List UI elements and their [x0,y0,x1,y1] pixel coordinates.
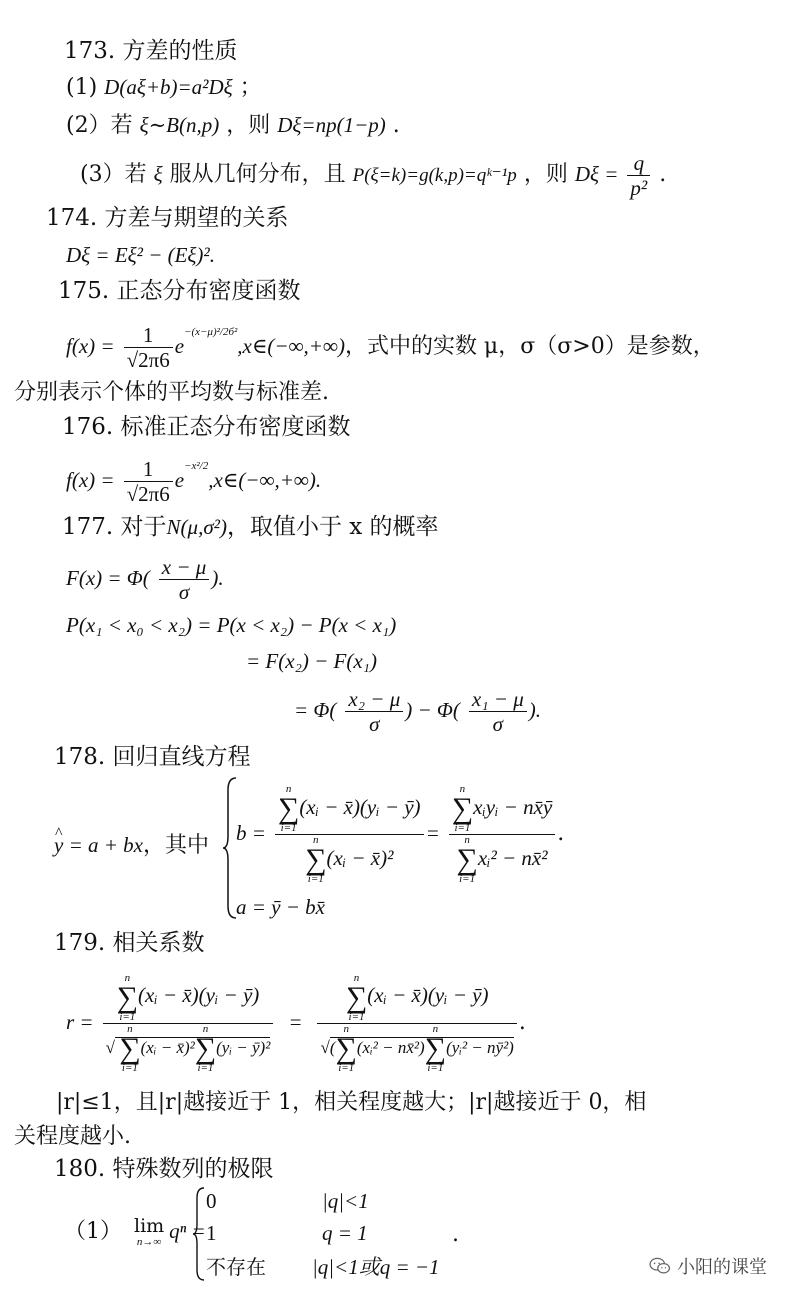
s179-num-1: (xᵢ − x̄)(yᵢ − ȳ) [138,983,260,1008]
fraction-numerator: 1 [124,457,173,482]
sum-lower: i=1 [338,1061,355,1074]
s180-lhs: qⁿ = [169,1219,206,1243]
s173-item-1-label: (1) [66,75,98,100]
s173-item-3-text: 服从几何分布，且 [169,162,346,187]
sum-symbol: n ∑ i=1 [451,782,474,834]
fraction-denominator: σ [369,711,380,736]
s179-note-2: 关程度越小. [14,1124,131,1149]
s177-f-lhs: F(x) = Φ( [66,566,150,590]
section-178-title: 178. 回归直线方程 [54,744,251,770]
sum-symbol: n ∑ i=1 [424,1022,447,1074]
s173-item-3-formula: P(ξ=k)=g(k,p)=qᵏ⁻¹p [352,165,517,186]
s178-b-den-2: xᵢ² − nx̄² [477,845,548,870]
s175-text-2: 分别表示个体的平均数与标准差. [14,380,329,405]
fraction-numerator [449,784,556,835]
s173-item-2-label: (2）若 [66,113,133,138]
s173-item-3-xi: ξ [153,162,163,186]
sum-symbol: n ∑ i=1 [305,833,327,885]
s173-item-2 [66,110,400,141]
s178-b-fraction-1 [275,784,424,885]
s177-p-line-3 [294,682,541,739]
sum-symbol: n ∑ i=1 [345,971,368,1023]
s173-item-3-end: . [659,162,667,187]
section-174-title: 174. 方差与期望的关系 [46,205,289,231]
s180-label: （1） [64,1219,122,1244]
s179-fraction-2 [317,972,516,1073]
s177-p3-fraction-1 [345,687,403,736]
s177-p-line-1: P(x₁ < x₀ < x₂) = P(x < x₂) − P(x < x₁) [66,613,397,637]
s177-title-post: ，取值小于 x 的概率 [226,514,439,540]
s174-formula: Dξ = Eξ² − (Eξ)². [66,243,215,267]
s175-fraction [124,323,173,372]
section-176-title: 176. 标准正态分布密度函数 [62,414,351,440]
s179-den-1a: (xᵢ − x̄)² [140,1037,195,1057]
s175-exponent: −(x−μ)²/2б² [184,326,238,338]
s177-p3-fraction-2 [469,687,527,736]
fraction-numerator: x₂ − μ [345,687,403,712]
s176-exponent: −x²/2 [184,460,209,472]
s176-fraction [124,457,173,506]
sum-upper: n [432,1022,439,1035]
sum-upper: n [285,782,292,795]
s173-item-1 [66,72,262,103]
fraction-denominator [275,835,424,885]
s180-lhs-line [64,1216,206,1248]
wechat-icon [649,1257,671,1275]
s179-den-1b: (yᵢ − ȳ)² [216,1037,271,1057]
s180-case-2-val: 1 [206,1221,217,1245]
s180-case-1-cond: |q|<1 [322,1189,369,1213]
s176-formula-line [66,452,321,509]
section-177-title [62,512,439,542]
s178-b-num-2: xᵢyᵢ − nx̄ȳ [473,794,553,819]
s173-item-3-lhs: Dξ = [574,162,619,186]
s173-item-3 [80,148,666,202]
s177-title-math: N(μ,σ²) [166,515,227,539]
s179-den-2a: (xᵢ² − nx̄²) [356,1037,425,1057]
s177-p3-end: ). [528,698,541,722]
s177-title-pre: 177. 对于 [62,514,167,540]
sum-upper: n [464,833,470,846]
s173-item-2-end: . [392,113,400,138]
sum-upper: n [127,1022,133,1035]
sum-lower: i=1 [454,821,471,834]
sum-symbol: n ∑ i=1 [194,1022,217,1074]
sum-upper: n [313,833,319,846]
sum-lower: i=1 [427,1061,444,1074]
s179-note: |r|≤1，且|r|越接近于 1，相关程度越大；|r|越接近于 0，相 [56,1090,647,1115]
section-175-title: 175. 正态分布密度函数 [58,278,301,304]
lim-word: lim [134,1215,165,1237]
sum-upper: n [353,971,360,984]
s175-domain: ,x∈(−∞,+∞) [237,334,345,358]
s177-cdf-line [66,550,224,607]
sum-lower: i=1 [197,1061,214,1074]
sum-symbol: n ∑ i=1 [456,833,478,885]
s180-case-3-cond: |q|<1或q = −1 [312,1255,440,1279]
sum-symbol: n ∑ i=1 [277,782,300,834]
s177-p3-a: = Φ( [294,698,337,722]
sum-upper: n [343,1022,349,1035]
s173-item-2-cond: ξ∼B(n,p) [139,113,220,137]
lim-sub: n→∞ [136,1236,162,1248]
fraction-denominator: √( n ∑ i=1 (xᵢ² − nx̄²) n ∑ i=1 (yᵢ² − nȳ²) [320,1022,514,1074]
s178-lhs-line [54,830,209,861]
s180-case-1-val: 0 [206,1189,217,1213]
s173-item-2-formula: Dξ=np(1−p) [277,113,386,137]
s173-item-2-mid: ，则 [226,113,271,138]
s175-lhs: f(x) = [66,334,115,358]
fraction-numerator [275,784,424,835]
s179-end: . [518,1010,526,1035]
fraction-denominator: σ [492,711,503,736]
s177-f-end: ). [211,566,224,590]
fraction-numerator: 1 [124,323,173,348]
s180-case-3-val: 不存在 [206,1255,266,1279]
s178-b-num-1: (xᵢ − x̄)(yᵢ − ȳ) [299,794,421,819]
fraction-denominator: p² [630,175,648,200]
s178-b-fraction-2 [449,784,556,885]
s175-formula-line [66,318,715,375]
sum-upper: n [459,782,466,795]
s178-b-den-1: (xᵢ − x̄)² [326,845,394,870]
s175-text: ，式中的实数 μ，σ（σ>0）是参数， [344,334,715,359]
sum-upper: n [124,971,131,984]
sum-symbol: n ∑ i=1 [335,1022,357,1074]
section-179-title: 179. 相关系数 [54,930,205,956]
s180-end: . [452,1222,459,1247]
s178-eq: = [425,821,440,845]
sum-lower: i=1 [121,1061,138,1074]
s176-e: e [174,468,185,492]
fraction-denominator: σ [178,579,190,604]
fraction-numerator [317,972,516,1023]
fraction-numerator: q [627,151,650,176]
s177-p3-mid: ) − Φ( [405,698,460,722]
sum-lower: i=1 [119,1010,136,1023]
s178-a-line: a = ȳ − bx̄ [236,895,325,919]
fraction-numerator [103,972,274,1023]
s178-mid: ，其中 [142,833,209,858]
sum-upper: n [202,1022,209,1035]
fraction-denominator: √ n ∑ i=1 (xᵢ − x̄)² n ∑ i=1 (yᵢ − ȳ)² [105,1022,271,1074]
fraction-numerator: x₁ − μ [469,687,527,712]
section-180-title: 180. 特殊数列的极限 [54,1156,274,1182]
fraction-numerator: x − μ [159,555,210,580]
watermark-text: 小阳的课堂 [677,1257,767,1278]
s179-formula-line [66,964,526,1081]
s176-domain: ,x∈(−∞,+∞). [208,468,322,492]
s178-end: . [557,821,565,846]
s177-p-line-2: = F(x₂) − F(x₁) [246,649,377,673]
s173-item-1-end: ； [239,75,262,100]
fraction-denominator [449,835,556,885]
s179-lhs: r = [66,1010,94,1034]
s180-brace [192,1186,206,1282]
section-173-title: 173. 方差的性质 [64,38,238,64]
fraction-denominator: √2π6 [126,481,170,506]
s179-eq: = [288,1010,303,1034]
s176-lhs: f(x) = [66,468,115,492]
sum-lower: i=1 [307,872,324,885]
s179-fraction-1 [103,972,274,1073]
s180-lim [131,1216,167,1248]
s175-e: e [174,334,185,358]
s177-f-fraction [159,555,210,604]
watermark [649,1253,767,1279]
s173-item-3-mid: ，则 [523,162,568,187]
s173-item-3-label: (3）若 [80,162,147,187]
s178-b-line [236,778,564,889]
s173-item-3-fraction [627,151,650,200]
sum-lower: i=1 [459,872,476,885]
s179-num-2: (xᵢ − x̄)(yᵢ − ȳ) [367,983,489,1008]
fraction-denominator: √2π6 [126,347,170,372]
sum-symbol: n ∑ i=1 [119,1022,141,1074]
s180-case-2-cond: q = 1 [322,1221,368,1245]
sum-lower: i=1 [280,821,297,834]
sum-symbol: n ∑ i=1 [116,971,139,1023]
s173-item-1-formula: D(aξ+b)=a²Dξ [104,75,233,99]
s179-den-2b: (yᵢ² − nȳ²) [446,1037,514,1057]
sum-lower: i=1 [348,1010,365,1023]
s178-b-lhs: b = [236,821,266,845]
s178-lhs: ^ y = a + bx [54,833,143,857]
